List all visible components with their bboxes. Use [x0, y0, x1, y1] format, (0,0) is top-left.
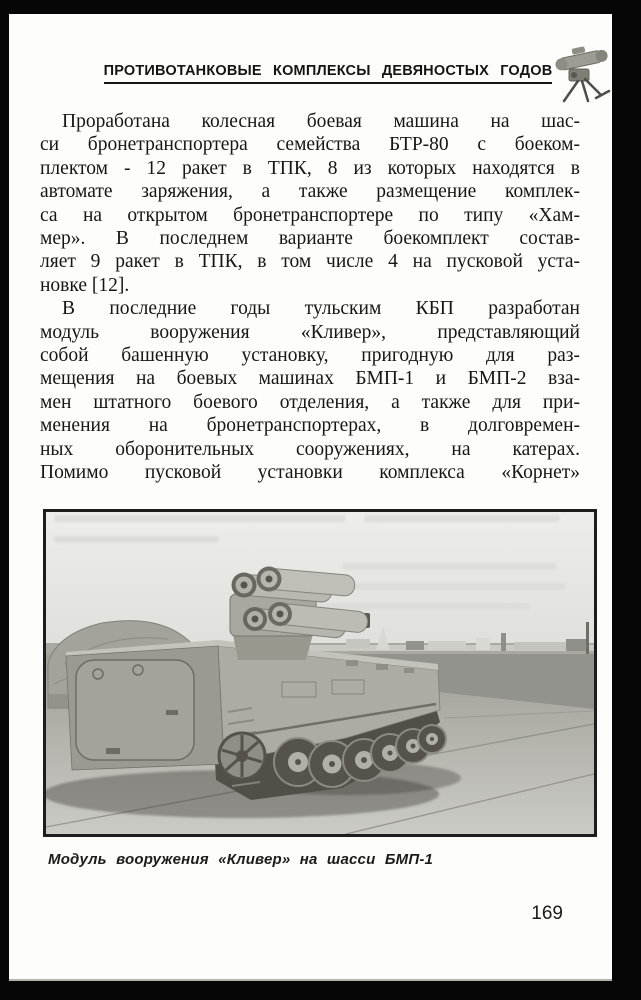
- text-line: менения на бронетранспортерах, в долговремен-: [40, 415, 580, 437]
- text-line: си бронетранспортера семейства БТР-80 с боеком-: [40, 134, 580, 156]
- figure-photo-frame: [43, 509, 597, 837]
- text-line: новке [12].: [40, 274, 130, 296]
- text-line: ляет 9 ракет в ТПК, в том числе 4 на пусковой уста-: [40, 251, 580, 273]
- text-line: В последние годы тульским КБП разработан: [62, 298, 580, 320]
- text-line: автомате заряжения, а также размещение комплек-: [40, 181, 580, 203]
- text-line: мещения на боевых машинах БМП-1 и БМП-2 вза-: [40, 368, 580, 390]
- page-number: 169: [531, 903, 563, 924]
- figure: [43, 509, 597, 837]
- figure-caption: Модуль вооружения «Кливер» на шасси БМП-1: [48, 851, 434, 868]
- text-line: модуль вооружения «Кливер», представляющий: [40, 321, 580, 343]
- figure-photo-bmp1-kliver: [46, 512, 594, 834]
- text-line: плектом - 12 ракет в ТПК, 8 из которых находятся в: [40, 157, 580, 179]
- text-line: мер». В последнем варианте боекомплект состав-: [40, 228, 580, 250]
- running-header-text: ПРОТИВОТАНКОВЫЕ КОМПЛЕКСЫ ДЕВЯНОСТЫХ ГОДОВ: [104, 63, 553, 84]
- running-header: [95, 63, 561, 84]
- text-line: мен штатного боевого отделения, а также для при-: [40, 391, 580, 413]
- body-text: [40, 110, 580, 485]
- atgm-launcher-icon: [554, 43, 612, 107]
- text-line: Помимо пусковой установки комплекса «Корнет»: [40, 462, 580, 484]
- text-line: ных оборонительных сооружениях, на катерах.: [40, 438, 580, 460]
- text-line: собой башенную установку, пригодную для раз-: [40, 345, 580, 367]
- idler-wheel: [219, 733, 265, 779]
- text-line: Проработана колесная боевая машина на шас-: [62, 111, 580, 132]
- book-page: [9, 14, 612, 981]
- text-line: са на открытом бронетранспортере по типу «Хам-: [40, 204, 580, 226]
